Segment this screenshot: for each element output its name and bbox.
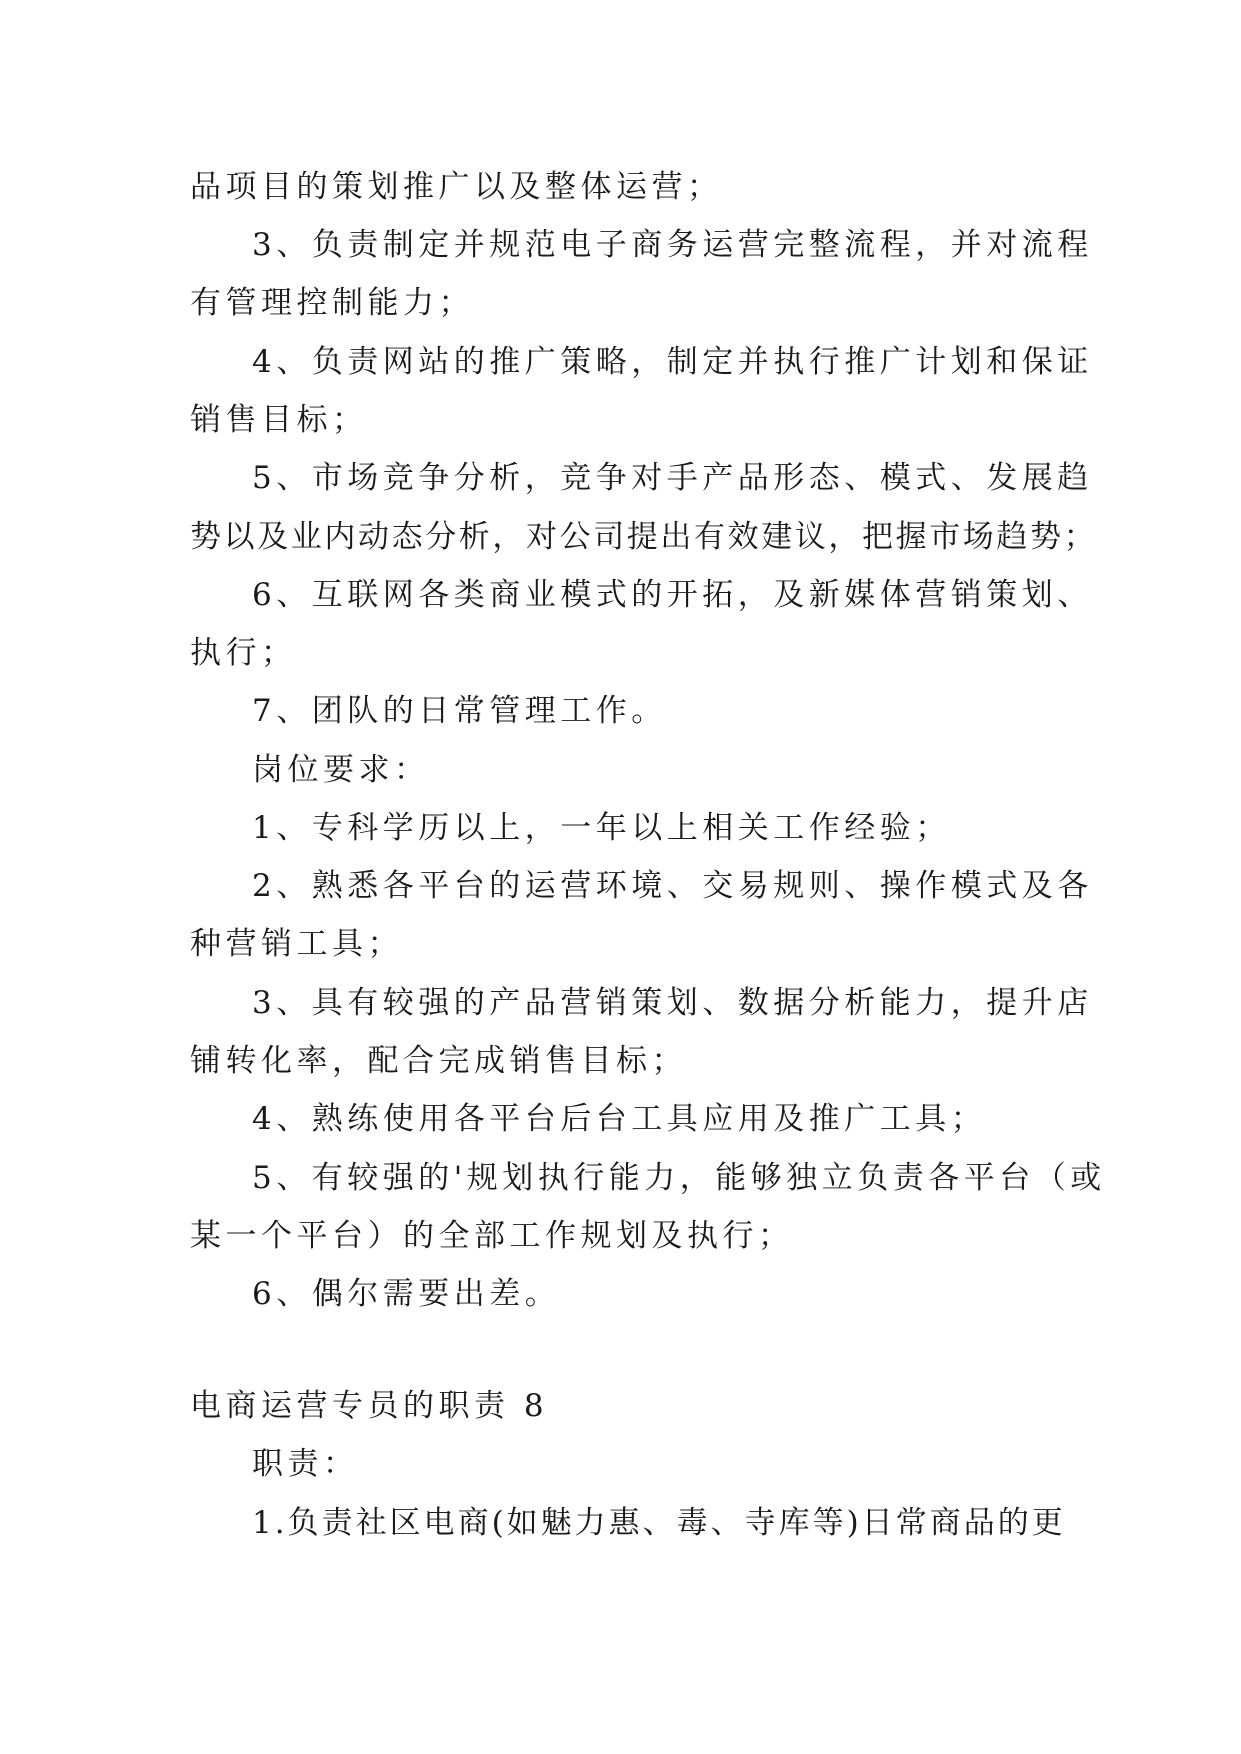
text-line: 1、专科学历以上，一年以上相关工作经验； (252, 810, 951, 846)
text-line: 铺转化率，配合完成销售目标； (190, 1043, 687, 1079)
text-line: 销售目标； (190, 402, 368, 438)
text-line: 5、有较强的'规划执行能力，能够独立负责各平台（或 (252, 1160, 1106, 1196)
text-line: 执行； (190, 635, 297, 671)
section-heading: 职责： (252, 1446, 359, 1482)
text-line: 6、偶尔需要出差。 (252, 1276, 561, 1312)
text-line: 种营销工具； (190, 926, 403, 962)
text-line: 1.负责社区电商(如魅力惠、毒、寺库等)日常商品的更 (252, 1505, 1066, 1541)
text-line: 7、团队的日常管理工作。 (252, 693, 667, 729)
text-line: 2、熟悉各平台的运营环境、交易规则、操作模式及各 (252, 868, 1093, 904)
section-title: 电商运营专员的职责 8 (190, 1388, 549, 1424)
text-line: 3、负责制定并规范电子商务运营完整流程，并对流程 (252, 227, 1093, 263)
text-line: 4、熟练使用各平台后台工具应用及推广工具； (252, 1101, 987, 1137)
text-line: 6、互联网各类商业模式的开拓，及新媒体营销策划、 (252, 577, 1093, 613)
text-line: 品项目的策划推广以及整体运营； (190, 169, 723, 205)
section-heading: 岗位要求： (252, 752, 430, 788)
text-line: 势以及业内动态分析，对公司提出有效建议，把握市场趋势； (190, 519, 1098, 555)
text-line: 有管理控制能力； (190, 285, 474, 321)
text-line: 3、具有较强的产品营销策划、数据分析能力，提升店 (252, 985, 1093, 1021)
text-line: 某一个平台）的全部工作规划及执行； (190, 1218, 794, 1254)
text-line: 5、市场竞争分析，竞争对手产品形态、模式、发展趋 (252, 460, 1093, 496)
text-line: 4、负责网站的推广策略，制定并执行推广计划和保证 (252, 344, 1093, 380)
